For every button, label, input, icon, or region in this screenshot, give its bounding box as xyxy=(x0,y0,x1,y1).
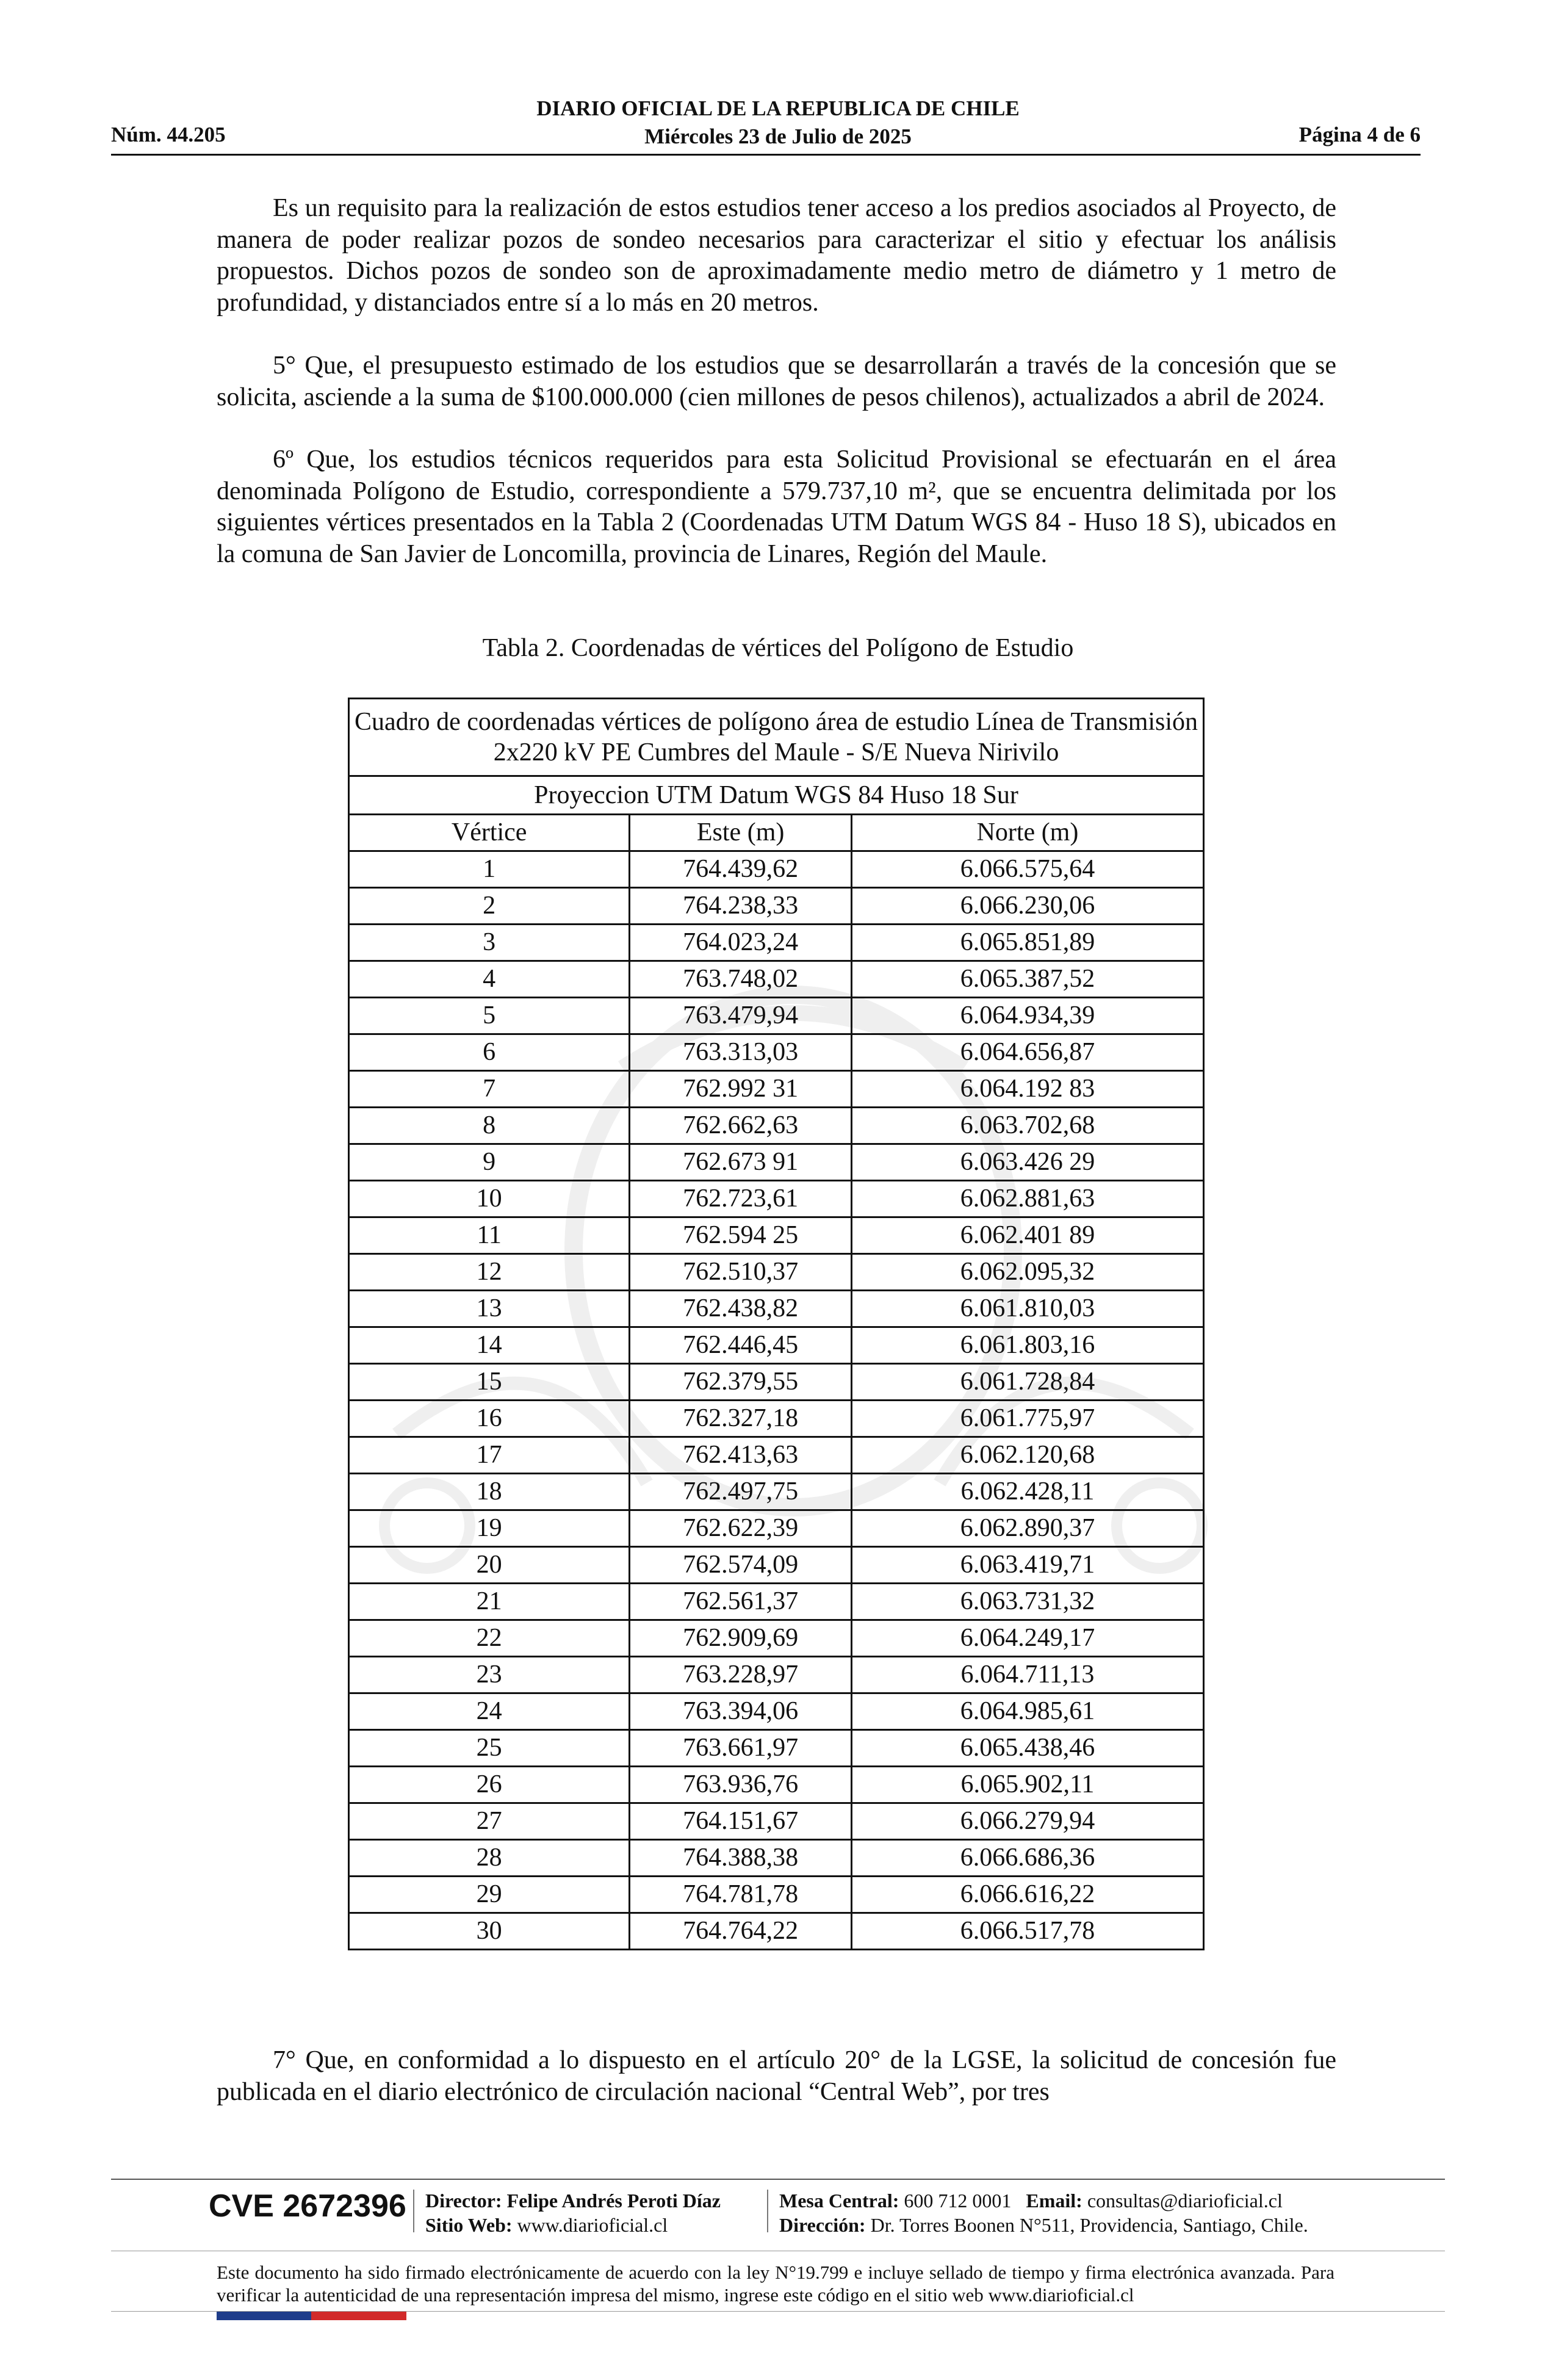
north-cell: 6.062.095,32 xyxy=(851,1254,1203,1291)
publication-title: DIARIO OFICIAL DE LA REPUBLICA DE CHILE xyxy=(536,96,1020,120)
table-row xyxy=(349,998,1204,1034)
north-cell: 6.063.731,32 xyxy=(851,1584,1203,1620)
table-row xyxy=(349,1144,1204,1181)
north-cell: 6.066.517,78 xyxy=(851,1913,1203,1950)
east-cell: 764.781,78 xyxy=(630,1877,852,1913)
east-cell: 764.023,24 xyxy=(630,925,852,961)
east-cell: 763.748,02 xyxy=(630,961,852,998)
column-header-vertex: Vértice xyxy=(349,815,630,851)
east-cell: 762.723,61 xyxy=(630,1181,852,1217)
vertex-cell: 18 xyxy=(349,1474,630,1510)
vertex-cell: 9 xyxy=(349,1144,630,1181)
north-cell: 6.062.890,37 xyxy=(851,1510,1203,1547)
legal-notice: Este documento ha sido firmado electrónicamente de acuerdo con la ley N°19.799 e incluye sellado de tiempo y firma electrónica avanzada. Para verificar la autenticidad de una representación impresa del mismo, ingrese este código en el sitio web www.diarioficial.cl xyxy=(217,2262,1334,2306)
mesa-phone: 600 712 0001 xyxy=(904,2190,1012,2212)
vertex-cell: 23 xyxy=(349,1657,630,1693)
east-cell: 762.574,09 xyxy=(630,1547,852,1584)
table-row xyxy=(349,1401,1204,1437)
table-caption: Tabla 2. Coordenadas de vértices del Polígono de Estudio xyxy=(482,634,1074,662)
east-cell: 763.936,76 xyxy=(630,1767,852,1803)
mesa-label: Mesa Central: xyxy=(779,2190,899,2212)
vertex-cell: 25 xyxy=(349,1730,630,1767)
table-row xyxy=(349,1620,1204,1657)
east-cell: 764.238,33 xyxy=(630,888,852,925)
vertex-cell: 13 xyxy=(349,1291,630,1327)
east-cell: 762.413,63 xyxy=(630,1437,852,1474)
table-row xyxy=(349,1108,1204,1144)
vertex-cell: 21 xyxy=(349,1584,630,1620)
east-cell: 764.151,67 xyxy=(630,1803,852,1840)
vertex-cell: 27 xyxy=(349,1803,630,1840)
north-cell: 6.064.656,87 xyxy=(851,1034,1203,1071)
paragraph-publication: 7° Que, en conformidad a lo dispuesto en el artículo 20° de la LGSE, la solicitud de concesión fue publicada en el diario electrónico de circulación nacional “Central Web”, por tres xyxy=(217,2046,1336,2106)
east-cell: 762.446,45 xyxy=(630,1327,852,1364)
east-cell: 762.497,75 xyxy=(630,1474,852,1510)
vertex-cell: 11 xyxy=(349,1217,630,1254)
vertex-cell: 7 xyxy=(349,1071,630,1108)
paragraph-study-requirements: Es un requisito para la realización de estos estudios tener acceso a los predios asociados al Proyecto, de manera de poder realizar pozos de sondeo necesarios para caracterizar el sitio y efectuar los análisis propuestos. Dichos pozos de sondeo son de aproximadamente medio metro de diámetro y 1 metro de profundidad, y distanciados entre sí a lo más en 20 metros. xyxy=(217,194,1336,317)
north-cell: 6.065.902,11 xyxy=(851,1767,1203,1803)
north-cell: 6.065.387,52 xyxy=(851,961,1203,998)
paragraph-study-area: 6º Que, los estudios técnicos requeridos para esta Solicitud Provisional se efectuarán en el área denominada Polígono de Estudio, correspondiente a 579.737,10 m², que se encuentra delimitada por los siguientes vértices presentados en la Tabla 2 (Coordenadas UTM Datum WGS 84 - Huso 18 S), ubicados en la comuna de San Javier de Loncomilla, provincia de Linares, Región del Maule. xyxy=(217,445,1336,568)
table-row xyxy=(349,1364,1204,1401)
table-row xyxy=(349,925,1204,961)
flag-stripe-blue xyxy=(217,2312,311,2320)
vertex-cell: 16 xyxy=(349,1401,630,1437)
header-divider xyxy=(111,154,1421,156)
director-label: Director: xyxy=(425,2190,502,2212)
north-cell: 6.062.120,68 xyxy=(851,1437,1203,1474)
vertex-cell: 30 xyxy=(349,1913,630,1950)
vertex-cell: 26 xyxy=(349,1767,630,1803)
table-row xyxy=(349,1693,1204,1730)
vertex-cell: 20 xyxy=(349,1547,630,1584)
column-header-north: Norte (m) xyxy=(851,815,1203,851)
vertex-cell: 29 xyxy=(349,1877,630,1913)
north-cell: 6.066.230,06 xyxy=(851,888,1203,925)
coordinates-table xyxy=(348,698,1205,1950)
east-cell: 764.439,62 xyxy=(630,851,852,888)
north-cell: 6.066.279,94 xyxy=(851,1803,1203,1840)
issue-number: Núm. 44.205 xyxy=(111,123,226,146)
east-cell: 764.764,22 xyxy=(630,1913,852,1950)
north-cell: 6.065.851,89 xyxy=(851,925,1203,961)
footer-top-rule xyxy=(111,2179,1445,2180)
north-cell: 6.062.401 89 xyxy=(851,1217,1203,1254)
table-title-row xyxy=(349,699,1204,776)
projection-label: Proyeccion UTM Datum WGS 84 Huso 18 Sur xyxy=(349,776,1204,815)
address-label: Dirección: xyxy=(779,2214,866,2236)
table-row xyxy=(349,1071,1204,1108)
north-cell: 6.065.438,46 xyxy=(851,1730,1203,1767)
east-cell: 763.394,06 xyxy=(630,1693,852,1730)
east-cell: 763.313,03 xyxy=(630,1034,852,1071)
table-row xyxy=(349,1657,1204,1693)
east-cell: 762.438,82 xyxy=(630,1291,852,1327)
north-cell: 6.064.934,39 xyxy=(851,998,1203,1034)
vertex-cell: 5 xyxy=(349,998,630,1034)
north-cell: 6.066.616,22 xyxy=(851,1877,1203,1913)
table-row xyxy=(349,1181,1204,1217)
table-row xyxy=(349,1474,1204,1510)
table-row xyxy=(349,961,1204,998)
column-header-east: Este (m) xyxy=(630,815,852,851)
address-text: Dr. Torres Boonen N°511, Providencia, Santiago, Chile. xyxy=(870,2214,1308,2236)
projection-row xyxy=(349,776,1204,815)
east-cell: 762.673 91 xyxy=(630,1144,852,1181)
north-cell: 6.062.881,63 xyxy=(851,1181,1203,1217)
footer-director-block xyxy=(425,2188,721,2237)
east-cell: 762.510,37 xyxy=(630,1254,852,1291)
east-cell: 763.228,97 xyxy=(630,1657,852,1693)
east-cell: 763.661,97 xyxy=(630,1730,852,1767)
footer-contact-block xyxy=(779,2188,1308,2237)
east-cell: 762.662,63 xyxy=(630,1108,852,1144)
email-label: Email: xyxy=(1026,2190,1082,2212)
east-cell: 762.992 31 xyxy=(630,1071,852,1108)
paragraph-budget: 5° Que, el presupuesto estimado de los estudios que se desarrollarán a través de la concesión que se solicita, asciende a la suma de $100.000.000 (cien millones de pesos chilenos), actualizados a abril de 2024. xyxy=(217,352,1336,411)
table-row xyxy=(349,1437,1204,1474)
table-row xyxy=(349,1510,1204,1547)
cve-code: CVE 2672396 xyxy=(209,2188,406,2224)
north-cell: 6.061.803,16 xyxy=(851,1327,1203,1364)
east-cell: 764.388,38 xyxy=(630,1840,852,1877)
north-cell: 6.063.419,71 xyxy=(851,1547,1203,1584)
east-cell: 762.327,18 xyxy=(630,1401,852,1437)
vertex-cell: 17 xyxy=(349,1437,630,1474)
table-title: Cuadro de coordenadas vértices de polígono área de estudio Línea de Transmisión 2x220 kV PE Cumbres del Maule - S/E Nueva Nirivilo xyxy=(349,699,1204,776)
east-cell: 762.909,69 xyxy=(630,1620,852,1657)
table-row xyxy=(349,1730,1204,1767)
vertex-cell: 10 xyxy=(349,1181,630,1217)
footer-separator xyxy=(767,2190,768,2232)
table-row xyxy=(349,1877,1204,1913)
director-name: Felipe Andrés Peroti Díaz xyxy=(506,2190,721,2212)
north-cell: 6.062.428,11 xyxy=(851,1474,1203,1510)
publication-date: Miércoles 23 de Julio de 2025 xyxy=(644,124,912,148)
east-cell: 762.594 25 xyxy=(630,1217,852,1254)
vertex-cell: 22 xyxy=(349,1620,630,1657)
north-cell: 6.066.686,36 xyxy=(851,1840,1203,1877)
north-cell: 6.061.810,03 xyxy=(851,1291,1203,1327)
table-row xyxy=(349,1291,1204,1327)
vertex-cell: 14 xyxy=(349,1327,630,1364)
vertex-cell: 8 xyxy=(349,1108,630,1144)
table-row xyxy=(349,1840,1204,1877)
vertex-cell: 28 xyxy=(349,1840,630,1877)
north-cell: 6.064.985,61 xyxy=(851,1693,1203,1730)
table-row xyxy=(349,1803,1204,1840)
vertex-cell: 6 xyxy=(349,1034,630,1071)
vertex-cell: 4 xyxy=(349,961,630,998)
north-cell: 6.064.249,17 xyxy=(851,1620,1203,1657)
table-row xyxy=(349,1547,1204,1584)
table-row xyxy=(349,1913,1204,1950)
site-link[interactable]: www.diarioficial.cl xyxy=(517,2214,668,2236)
table-row xyxy=(349,1254,1204,1291)
vertex-cell: 2 xyxy=(349,888,630,925)
north-cell: 6.061.775,97 xyxy=(851,1401,1203,1437)
table-row xyxy=(349,1034,1204,1071)
flag-stripe-red xyxy=(311,2312,406,2320)
table-row xyxy=(349,1584,1204,1620)
vertex-cell: 15 xyxy=(349,1364,630,1401)
north-cell: 6.063.426 29 xyxy=(851,1144,1203,1181)
table-row xyxy=(349,1767,1204,1803)
table-row xyxy=(349,1217,1204,1254)
north-cell: 6.066.575,64 xyxy=(851,851,1203,888)
table-row xyxy=(349,888,1204,925)
north-cell: 6.064.192 83 xyxy=(851,1071,1203,1108)
north-cell: 6.061.728,84 xyxy=(851,1364,1203,1401)
north-cell: 6.063.702,68 xyxy=(851,1108,1203,1144)
vertex-cell: 3 xyxy=(349,925,630,961)
table-header-row xyxy=(349,815,1204,851)
page-number: Página 4 de 6 xyxy=(1298,123,1421,146)
east-cell: 763.479,94 xyxy=(630,998,852,1034)
east-cell: 762.379,55 xyxy=(630,1364,852,1401)
vertex-cell: 19 xyxy=(349,1510,630,1547)
email-link[interactable]: consultas@diarioficial.cl xyxy=(1087,2190,1283,2212)
vertex-cell: 24 xyxy=(349,1693,630,1730)
site-label: Sitio Web: xyxy=(425,2214,513,2236)
table-row xyxy=(349,851,1204,888)
east-cell: 762.622,39 xyxy=(630,1510,852,1547)
vertex-cell: 1 xyxy=(349,851,630,888)
table-row xyxy=(349,1327,1204,1364)
footer-separator xyxy=(413,2190,414,2232)
vertex-cell: 12 xyxy=(349,1254,630,1291)
north-cell: 6.064.711,13 xyxy=(851,1657,1203,1693)
east-cell: 762.561,37 xyxy=(630,1584,852,1620)
